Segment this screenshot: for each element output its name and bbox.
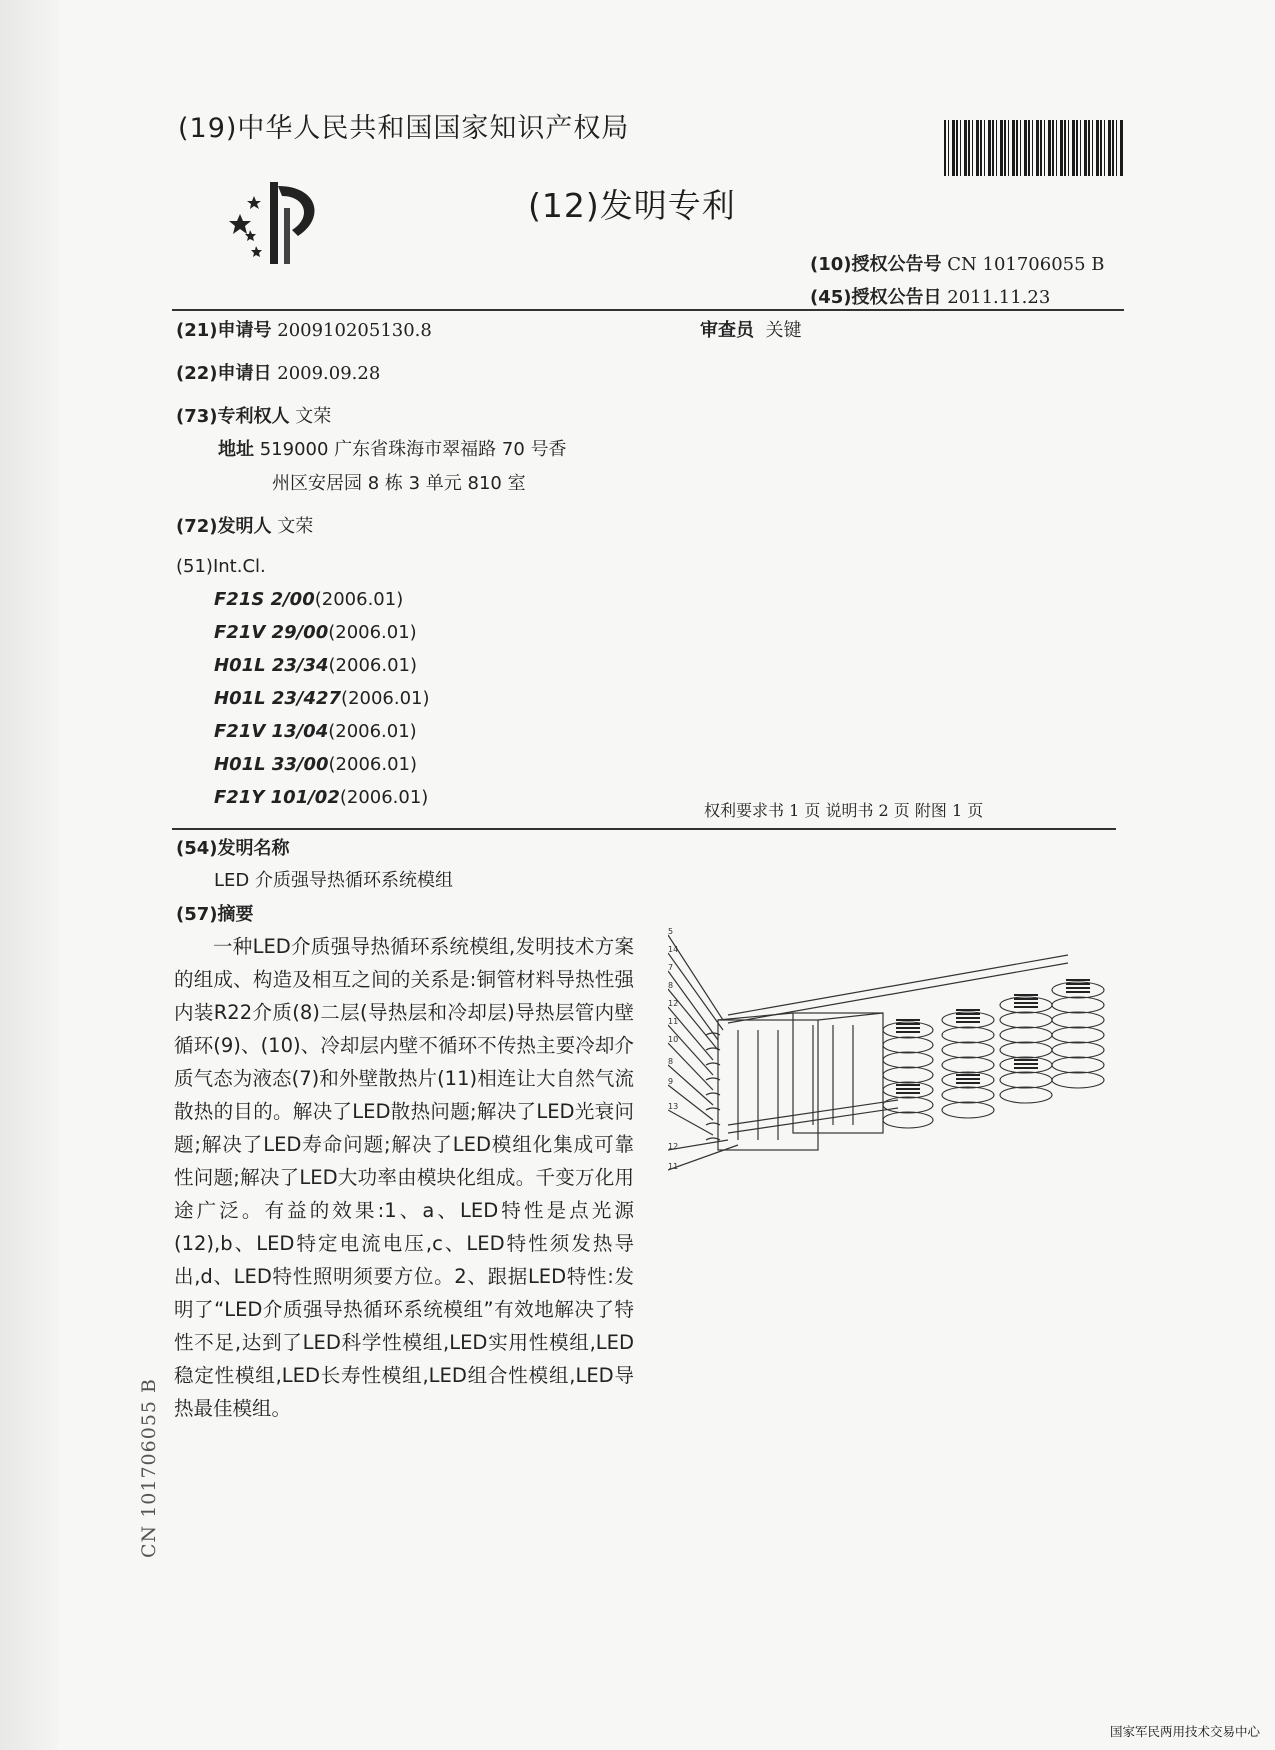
fig-label: 12 [668,999,679,1008]
fig-label: 8 [668,1057,674,1066]
fig-label: 8 [668,981,674,990]
application-number: (21)申请号 200910205130.8 [176,320,432,341]
ipc-item: F21Y 101/02(2006.01) [214,787,429,808]
invention-name-label: (54)发明名称 [176,838,290,859]
pub-date-value: 2011.11.23 [947,287,1051,308]
ipc-item: F21V 13/04(2006.01) [214,721,417,742]
cnipa-logo-icon [226,178,346,268]
fig-label: 10 [668,1035,679,1044]
fig-label: 13 [668,1102,679,1111]
int-cl-label: (51)Int.Cl. [176,556,266,577]
ipc-item: H01L 33/00(2006.01) [214,754,418,775]
patentee: (73)专利权人 文荣 [176,406,332,427]
fig-label: 12 [668,1142,679,1151]
barcode [944,120,1124,176]
page-count: 权利要求书 1 页 说明书 2 页 附图 1 页 [704,801,984,820]
module-drawing [668,925,1108,1215]
fig-label: 9 [668,1077,674,1086]
publication-date [810,283,1050,309]
examiner: 审查员 关键 [700,320,802,341]
fig-label: 5 [668,927,674,936]
inventor: (72)发明人 文荣 [176,516,314,537]
ipc-item: F21V 29/00(2006.01) [214,622,417,643]
fig-label: 14 [668,945,679,954]
filing-date: (22)申请日 2009.09.28 [176,363,381,384]
publication-number [810,250,1105,276]
ipc-item: H01L 23/427(2006.01) [214,688,430,709]
address-line2: 州区安居园 8 栋 3 单元 810 室 [272,473,526,494]
address: 地址 519000 广东省珠海市翠福路 70 号香 [218,439,567,460]
fig-label: 11 [668,1162,679,1171]
pub-no-label: (10)授权公告号 [810,254,942,275]
ipc-item: H01L 23/34(2006.01) [214,655,418,676]
biblio-divider [172,828,1116,830]
issuing-office: (19)中华人民共和国国家知识产权局 [178,113,630,144]
ipc-item: F21S 2/00(2006.01) [214,589,404,610]
pub-no-value: CN 101706055 B [947,254,1105,275]
footer-watermark: 国家军民两用技术交易中心 [1110,1724,1261,1739]
fig-label: 7 [668,963,674,972]
abstract-label: (57)摘要 [176,904,254,925]
pub-date-label: (45)授权公告日 [810,287,942,308]
fig-label: 11 [668,1017,679,1026]
abstract-text: 一种LED介质强导热循环系统模组,发明技术方案的组成、构造及相互之间的关系是:铜管材料导热性强内装R22介质(8)二层(导热层和冷却层)导热层管内壁循环(9)、(10)、冷却层内壁不循环不传热主要冷却介质气态为液态(7)和外壁散热片(11)相连让大自然气流散热的目的。解决了LED散热问题;解决了LED光衰问题;解决了LED寿命问题;解决了LED模组化集成可靠性问题;解决了LED大功率由模块化组成。千变万化用途广泛。有益的效果:1、a、LED特性是点光源(12),b、LED特定电流电压,c、LED特性须发热导出,d、LED特性照明须要方位。2、跟据LED特性:发明了“LED介质强导热循环系统模组”有效地解决了特性不足,达到了LED科学性模组,LED实用性模组,LED稳定性模组,LED长寿性模组,LED组合性模组,LED导热最佳模组。 [174,935,634,1420]
invention-title: LED 介质强导热循环系统模组 [214,870,453,891]
binding-gutter [0,0,58,1750]
document-type: (12)发明专利 [528,186,736,225]
header-divider [172,309,1124,311]
side-document-number: CN 101706055 B [138,1378,160,1558]
abstract [174,930,634,1425]
